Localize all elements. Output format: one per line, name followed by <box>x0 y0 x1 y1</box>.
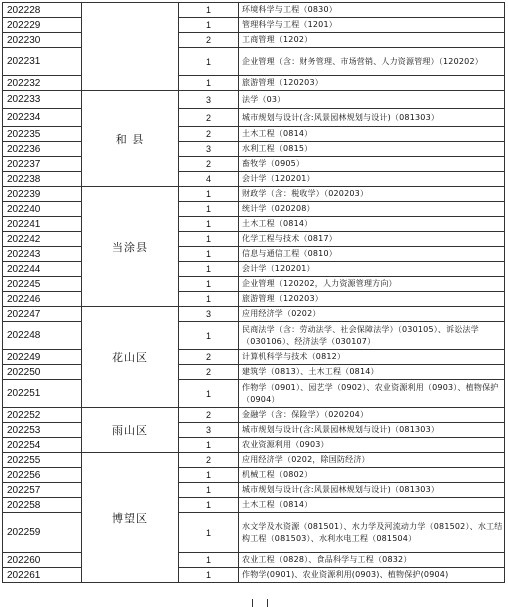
quota-cell: 2 <box>179 157 239 172</box>
code-cell: 202242 <box>3 232 82 247</box>
major-cell: 金融学（含：保险学）（020204） <box>239 408 505 423</box>
district-cell-he-county: 和 县 <box>82 91 179 187</box>
table-row <box>3 468 505 483</box>
major-cell: 作物学（0901）、园艺学（0902）、农业资源利用（0903）、植物保护（0904） <box>239 380 505 408</box>
table-row <box>3 568 505 583</box>
table-row <box>3 172 505 187</box>
quota-cell: 1 <box>179 322 239 350</box>
major-cell: 水文学及水资源（081501）、水力学及河流动力学（081502）、水工结构工程（081503）、水利水电工程（081504） <box>239 513 505 553</box>
quota-cell: 3 <box>179 142 239 157</box>
code-cell: 202251 <box>3 380 82 408</box>
major-cell: 畜牧学（0905） <box>239 157 505 172</box>
quota-cell: 3 <box>179 423 239 438</box>
major-cell: 管理科学与工程（1201） <box>239 18 505 33</box>
major-cell: 城市规划与设计(含:风景园林规划与设计)（081303） <box>239 109 505 127</box>
table-row <box>3 453 505 468</box>
code-cell: 202248 <box>3 322 82 350</box>
table-row <box>3 262 505 277</box>
table-row <box>3 142 505 157</box>
major-cell: 水利工程（0815） <box>239 142 505 157</box>
table-row <box>3 322 505 350</box>
table-row <box>3 553 505 568</box>
code-cell: 202243 <box>3 247 82 262</box>
quota-cell: 1 <box>179 247 239 262</box>
major-cell: 化学工程与技术（0817） <box>239 232 505 247</box>
code-cell: 202231 <box>3 48 82 76</box>
district-cell-blank <box>82 3 179 91</box>
quota-cell: 1 <box>179 483 239 498</box>
quota-cell: 1 <box>179 76 239 91</box>
table-row <box>3 232 505 247</box>
code-cell: 202261 <box>3 568 82 583</box>
major-cell: 法学（03） <box>239 91 505 109</box>
major-cell: 民商法学（含：劳动法学、社会保障法学）（030105）、诉讼法学（030106）、经济法学（030107） <box>239 322 505 350</box>
table-row <box>3 76 505 91</box>
district-cell-bowang: 博望区 <box>82 453 179 583</box>
code-cell: 202250 <box>3 365 82 380</box>
table-row <box>3 3 505 18</box>
quota-cell: 1 <box>179 277 239 292</box>
major-cell: 财政学（含：税收学）（020203） <box>239 187 505 202</box>
major-cell: 环境科学与工程（0830） <box>239 3 505 18</box>
code-cell: 202256 <box>3 468 82 483</box>
table-row <box>3 202 505 217</box>
quota-cell: 1 <box>179 498 239 513</box>
major-cell: 应用经济学（0202） <box>239 307 505 322</box>
page-edge-mark <box>252 599 268 607</box>
code-cell: 202240 <box>3 202 82 217</box>
code-cell: 202254 <box>3 438 82 453</box>
quota-cell: 2 <box>179 127 239 142</box>
table-row <box>3 48 505 76</box>
major-cell: 计算机科学与技术（0812） <box>239 350 505 365</box>
quota-cell: 2 <box>179 109 239 127</box>
code-cell: 202229 <box>3 18 82 33</box>
major-cell: 应用经济学（0202，除国防经济） <box>239 453 505 468</box>
table-row <box>3 277 505 292</box>
quota-cell: 2 <box>179 408 239 423</box>
quota-cell: 2 <box>179 365 239 380</box>
code-cell: 202257 <box>3 483 82 498</box>
code-cell: 202249 <box>3 350 82 365</box>
code-cell: 202233 <box>3 91 82 109</box>
quota-cell: 1 <box>179 292 239 307</box>
table-row <box>3 483 505 498</box>
code-cell: 202234 <box>3 109 82 127</box>
quota-cell: 3 <box>179 91 239 109</box>
district-cell-huashan: 花山区 <box>82 307 179 408</box>
major-cell: 会计学（120201） <box>239 262 505 277</box>
major-cell: 城市规划与设计(含:风景园林规划与设计)（081303） <box>239 423 505 438</box>
table-row <box>3 350 505 365</box>
quota-cell: 1 <box>179 513 239 553</box>
quota-cell: 1 <box>179 18 239 33</box>
table-row <box>3 380 505 408</box>
code-cell: 202238 <box>3 172 82 187</box>
code-cell: 202255 <box>3 453 82 468</box>
major-cell: 企业管理（含：财务管理、市场营销、人力资源管理）（120202） <box>239 48 505 76</box>
table-row <box>3 157 505 172</box>
table-row <box>3 187 505 202</box>
code-cell: 202246 <box>3 292 82 307</box>
code-cell: 202244 <box>3 262 82 277</box>
quota-cell: 1 <box>179 553 239 568</box>
table-row <box>3 438 505 453</box>
quota-cell: 1 <box>179 48 239 76</box>
quota-cell: 1 <box>179 568 239 583</box>
quota-cell: 1 <box>179 262 239 277</box>
major-cell: 城市规划与设计(含:风景园林规划与设计)（081303） <box>239 483 505 498</box>
table-row <box>3 498 505 513</box>
major-cell: 信息与通信工程（0810） <box>239 247 505 262</box>
major-cell: 机械工程（0802） <box>239 468 505 483</box>
quota-cell: 3 <box>179 307 239 322</box>
major-cell: 统计学（020208） <box>239 202 505 217</box>
table-row <box>3 513 505 553</box>
code-cell: 202232 <box>3 76 82 91</box>
table-row <box>3 217 505 232</box>
district-cell-yushan: 雨山区 <box>82 408 179 453</box>
major-cell: 土木工程（0814） <box>239 127 505 142</box>
quota-cell: 2 <box>179 33 239 48</box>
table-row <box>3 127 505 142</box>
major-cell: 作物学(0901)、农业资源利用(0903)、植物保护(0904) <box>239 568 505 583</box>
major-cell: 旅游管理（120203） <box>239 76 505 91</box>
major-cell: 农业工程（0828）、食品科学与工程（0832） <box>239 553 505 568</box>
major-cell: 建筑学（0813）、土木工程（0814） <box>239 365 505 380</box>
table-row <box>3 365 505 380</box>
code-cell: 202245 <box>3 277 82 292</box>
table-row <box>3 408 505 423</box>
major-cell: 会计学（120201） <box>239 172 505 187</box>
code-cell: 202235 <box>3 127 82 142</box>
table-row <box>3 247 505 262</box>
major-cell: 土木工程（0814） <box>239 217 505 232</box>
quota-cell: 1 <box>179 380 239 408</box>
quota-cell: 1 <box>179 232 239 247</box>
district-cell-dangtu: 当涂县 <box>82 187 179 307</box>
quota-cell: 1 <box>179 468 239 483</box>
code-cell: 202237 <box>3 157 82 172</box>
quota-cell: 1 <box>179 202 239 217</box>
quota-cell: 1 <box>179 217 239 232</box>
quota-cell: 1 <box>179 3 239 18</box>
major-cell: 企业管理（120202，人力资源管理方向） <box>239 277 505 292</box>
code-cell: 202259 <box>3 513 82 553</box>
code-cell: 202241 <box>3 217 82 232</box>
table-row <box>3 423 505 438</box>
code-cell: 202236 <box>3 142 82 157</box>
table-row <box>3 91 505 109</box>
quota-cell: 1 <box>179 438 239 453</box>
code-cell: 202253 <box>3 423 82 438</box>
major-cell: 工商管理（1202） <box>239 33 505 48</box>
quota-cell: 2 <box>179 350 239 365</box>
code-cell: 202252 <box>3 408 82 423</box>
table-row <box>3 33 505 48</box>
major-cell: 农业资源利用（0903） <box>239 438 505 453</box>
quota-cell: 2 <box>179 453 239 468</box>
table-row <box>3 109 505 127</box>
quota-cell: 4 <box>179 172 239 187</box>
table-row <box>3 307 505 322</box>
code-cell: 202247 <box>3 307 82 322</box>
code-cell: 202260 <box>3 553 82 568</box>
code-cell: 202230 <box>3 33 82 48</box>
recruitment-table <box>2 2 505 583</box>
code-cell: 202239 <box>3 187 82 202</box>
major-cell: 旅游管理（120203） <box>239 292 505 307</box>
code-cell: 202228 <box>3 3 82 18</box>
table-row <box>3 292 505 307</box>
quota-cell: 1 <box>179 187 239 202</box>
code-cell: 202258 <box>3 498 82 513</box>
major-cell: 土木工程（0814） <box>239 498 505 513</box>
table-row <box>3 18 505 33</box>
